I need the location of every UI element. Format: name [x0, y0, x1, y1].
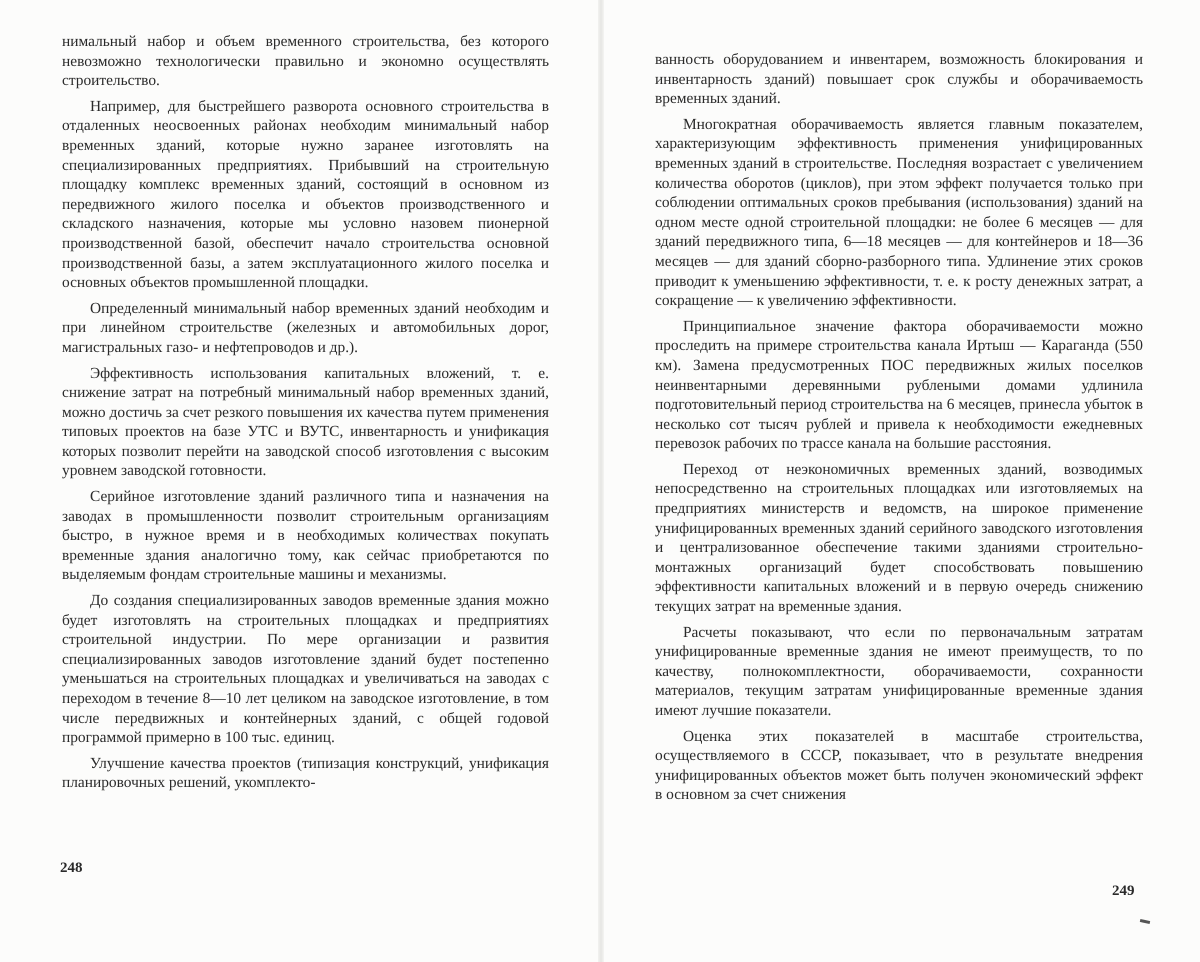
book-gutter: [598, 0, 604, 962]
paragraph: ванность оборудованием и инвентарем, возможность блокирования и инвентарность зданий) повышает срок службы и оборачиваемость временных зданий.: [655, 51, 1143, 108]
paragraph: Принципиальное значение фактора оборачиваемости можно проследить на примере строительства канала Иртыш — Караганда (550 км). Замена предусмотренных ПОС передвижных жилых поселков неинвентарными деревянными рублеными домами удлинила подготовительный период строительства на 6 месяцев, принесла убыток в несколько сот тысяч рублей и привела к необходимости ежедневных перевозок рабочих по трассе канала на большие расстояния.: [655, 317, 1143, 453]
paragraph: До создания специализированных заводов временные здания можно будет изготовлять на строительных площадках и предприятиях строительной индустрии. По мере организации и развития специализированных заводов изготовление зданий будет постепенно уменьшаться на строительных площадках и увеличиваться на заводах с переходом в течение 8—10 лет целиком на заводское изготовление, в том числе передвижных и контейнерных зданий, с общей годовой программой примерно в 100 тыс. единиц.: [62, 592, 549, 747]
paragraph: Переход от неэкономичных временных зданий, возводимых непосредственно на строительных площадках или изготовляемых на предприятиях министерств и ведомств, на широкое применение унифицированных временных зданий серийного заводского изготовления и централизованное обеспечение такими зданиями строительно-монтажных организаций будет способствовать повышению эффективности капитальных вложений и в первую очередь снижению текущих затрат на временные здания.: [655, 460, 1143, 616]
paragraph: Серийное изготовление зданий различного типа и назначения на заводах в промышленности позволит строительным организациям быстро, в нужное время и в необходимых количествах покупать временные здания аналогично тому, как сейчас приобретаются по выделяемым фондам строительные машины и механизмы.: [62, 488, 549, 584]
scan-mark: [1140, 919, 1150, 924]
paragraph: Улучшение качества проектов (типизация конструкций, унификация планировочных решений, укомплекто-: [62, 754, 549, 792]
paragraph: Эффективность использования капитальных вложений, т. е. снижение затрат на потребный минимальный набор временных зданий, можно достичь за счет резкого повышения их качества путем применения типовых проектов на базе УТС и ВУТС, инвентарность и унификация которых позволит перейти на заводской способ изготовления с высоким уровнем заводской готовности.: [62, 364, 549, 480]
right-page: [655, 50, 1143, 811]
left-page: [62, 32, 549, 799]
paragraph: Например, для быстрейшего разворота основного строительства в отдаленных неосвоенных районах необходим минимальный набор временных зданий, которые нужно заранее изготовлять на специализированных предприятиях. Прибывший на строительную площадку комплекс временных зданий, состоящий в основном из передвижного жилого поселка и объектов производственного и складского назначения, которые мы условно назовем пионерной производственной базой, обеспечит начало строительства основной производственной базы, а затем эксплуатационного жилого поселка и основных объектов промышленной площадки.: [62, 97, 549, 292]
paragraph: нимальный набор и объем временного строительства, без которого невозможно технологически правильно и экономно осуществлять строительство.: [62, 33, 549, 90]
paragraph: Многократная оборачиваемость является главным показателем, характеризующим эффективность применения унифицированных временных зданий в строительстве. Последняя возрастает с увеличением количества оборотов (циклов), при этом эффект получается только при соблюдении оптимальных сроков пребывания (использования) зданий на одном месте одной строительной площадки: не более 6 месяцев — для зданий передвижного типа, 6—18 месяцев — для контейнеров и 18—36 месяцев — для зданий сборно-разборного типа. Удлинение этих сроков приводит к уменьшению эффективности, т. е. к росту денежных затрат, а сокращение — к увеличению эффективности.: [655, 115, 1143, 310]
page-number-left: 248: [60, 860, 83, 876]
paragraph: Расчеты показывают, что если по первоначальным затратам унифицированные временные здания не имеют преимуществ, то по качеству, полнокомплектности, оборачиваемости, сохранности материалов, текущим затратам унифицированные временные здания имеют лучшие показатели.: [655, 623, 1143, 719]
paragraph: Оценка этих показателей в масштабе строительства, осуществляемого в СССР, показывает, что в результате внедрения унифицированных объектов может быть получен экономический эффект в основном за счет снижения: [655, 727, 1143, 804]
page-number-right: 249: [1112, 883, 1135, 899]
paragraph: Определенный минимальный набор временных зданий необходим и при линейном строительстве (железных и автомобильных дорог, магистральных газо- и нефтепроводов и др.).: [62, 299, 549, 356]
